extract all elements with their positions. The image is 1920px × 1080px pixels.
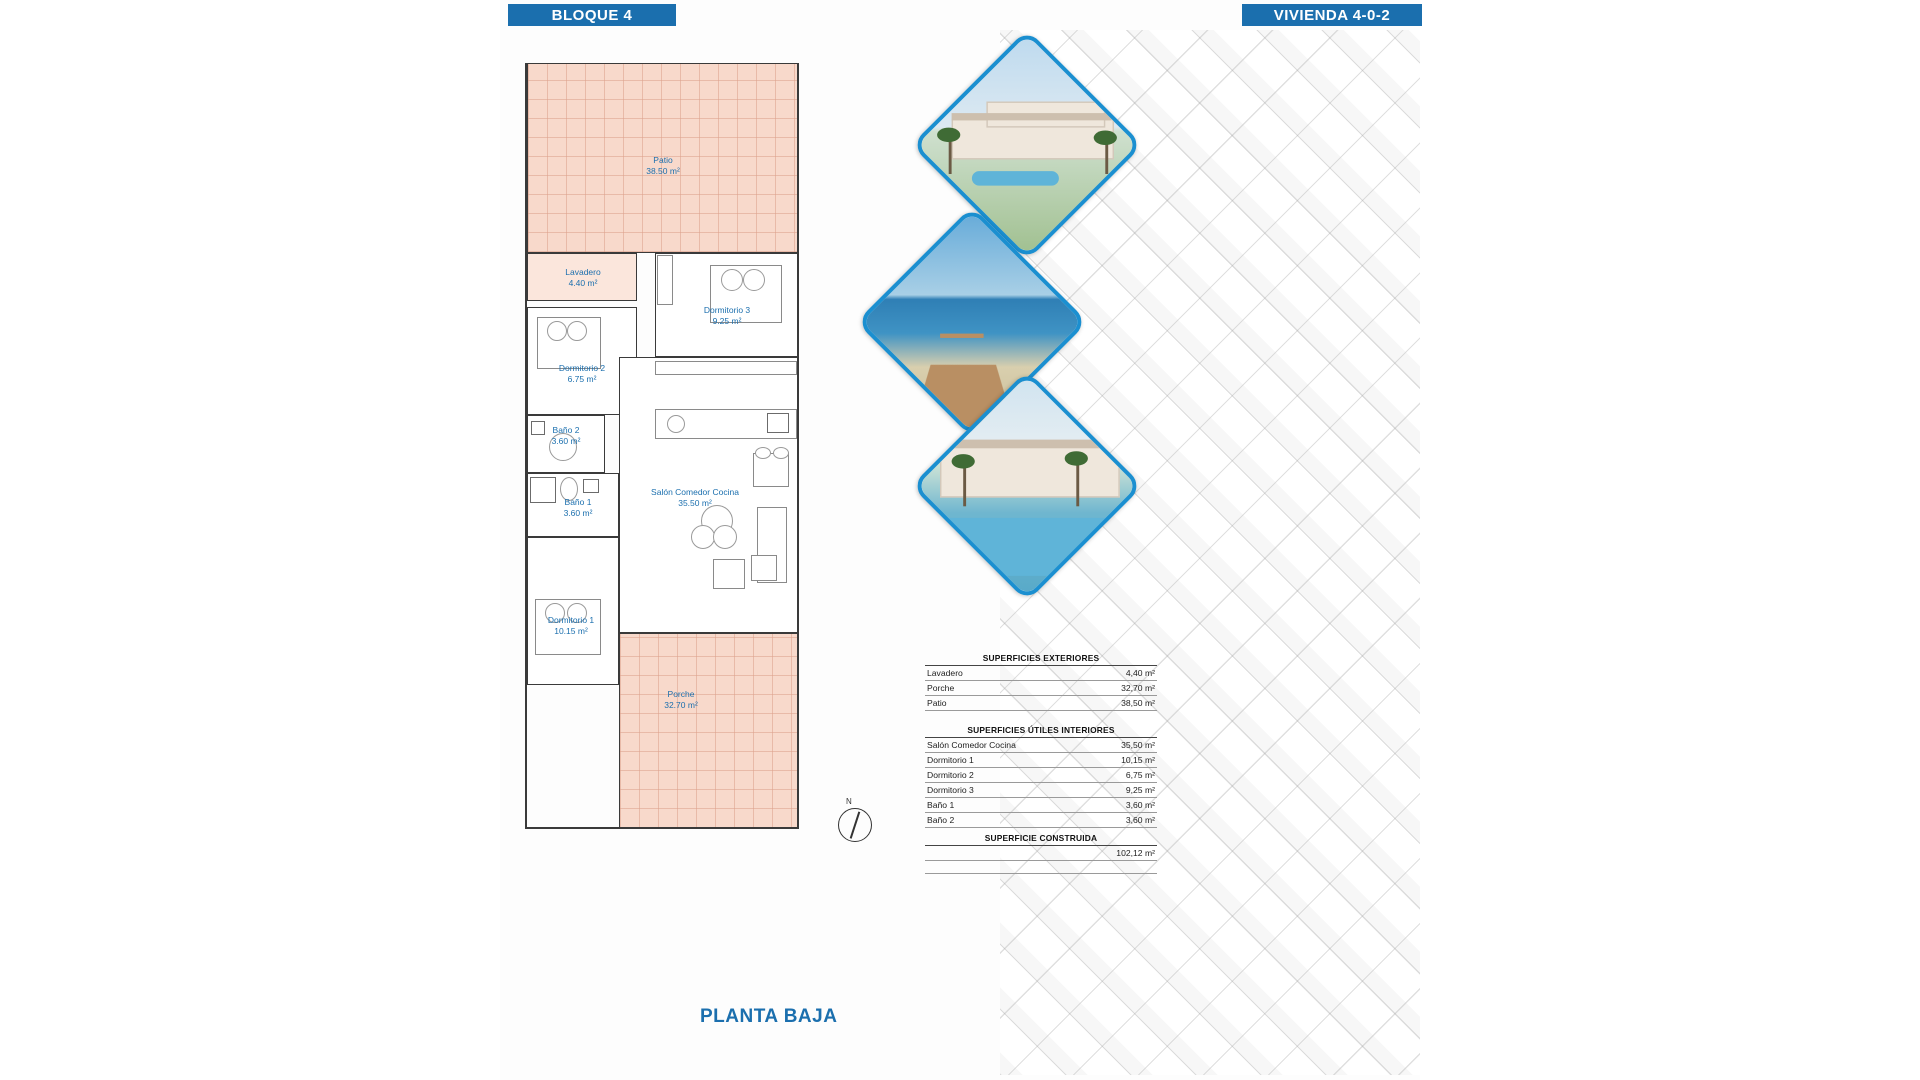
room-area-salon: 35.50 m² [678, 498, 712, 508]
row-label: Dormitorio 3 [927, 785, 974, 795]
pillow-icon [721, 269, 743, 291]
room-name-salon: Salón Comedor Cocina [651, 487, 739, 497]
row-value: 9,25 m² [1125, 785, 1155, 795]
table-title-exteriores: SUPERFICIES EXTERIORES [925, 650, 1157, 666]
room-porche [619, 633, 799, 829]
coffee-table [751, 555, 777, 581]
table-row [925, 768, 1157, 783]
table-superficies-utiles-interiores [925, 722, 1157, 828]
sink-icon [583, 479, 599, 493]
room-name-lavadero: Lavadero [565, 267, 601, 277]
row-value: 10,15 m² [1121, 755, 1155, 765]
room-area-dormitorio-2: 6.75 m² [567, 374, 597, 384]
row-value: 6,75 m² [1125, 770, 1155, 780]
room-area-dormitorio-3: 9.25 m² [712, 316, 742, 326]
pillow-icon [743, 269, 765, 291]
armchair [713, 559, 745, 589]
row-label: Patio [927, 698, 947, 708]
room-area-dormitorio-1: 10.15 m² [554, 626, 588, 636]
pillow-icon [547, 321, 567, 341]
hob-icon [667, 415, 685, 433]
plan-caption: PLANTA BAJA [700, 1006, 838, 1027]
block-header: BLOQUE 4 [508, 4, 676, 26]
row-label: Dormitorio 1 [927, 755, 974, 765]
room-area-bano-2: 3.60 m² [551, 436, 581, 446]
table-title-interiores: SUPERFICIES ÚTILES INTERIORES [925, 722, 1157, 738]
row-value: 38,50 m² [1121, 698, 1155, 708]
kitchen-counter [655, 361, 797, 375]
row-value: 3,60 m² [1125, 815, 1155, 825]
room-name-dormitorio-1: Dormitorio 1 [547, 615, 595, 625]
floor-plan [505, 55, 815, 835]
page-margin-left [0, 0, 500, 1080]
room-name-dormitorio-3: Dormitorio 3 [703, 305, 751, 315]
table-superficie-construida [925, 830, 1157, 874]
room-label-dormitorio-2 [559, 363, 605, 385]
row-label: Porche [927, 683, 955, 693]
room-name-dormitorio-2: Dormitorio 2 [558, 363, 606, 373]
wardrobe-dormitorio-3 [657, 255, 673, 305]
dining-chair-icon [773, 447, 789, 459]
row-label: Baño 1 [927, 800, 955, 810]
room-label-dormitorio-1 [548, 615, 594, 637]
decor-circle-icon [691, 525, 715, 549]
room-label-bano-1 [564, 497, 593, 519]
room-label-bano-2 [552, 425, 581, 447]
decor-circle-icon [713, 525, 737, 549]
table-row [925, 681, 1157, 696]
sink-icon [767, 413, 789, 433]
room-area-porche: 32.70 m² [664, 700, 698, 710]
exterior-wall-right [797, 63, 799, 829]
row-label: Baño 2 [927, 815, 955, 825]
room-name-patio: Patio [653, 155, 673, 165]
room-label-dormitorio-3 [704, 305, 750, 327]
row-value: 32,70 m² [1121, 683, 1155, 693]
table-row [925, 753, 1157, 768]
pillow-icon [567, 321, 587, 341]
table-row [925, 666, 1157, 681]
dining-chair-icon [755, 447, 771, 459]
table-row [925, 813, 1157, 828]
row-value: 35,50 m² [1121, 740, 1155, 750]
room-label-salon [651, 487, 739, 509]
row-label: Lavadero [927, 668, 963, 678]
exterior-wall-left [525, 63, 527, 829]
room-area-lavadero: 4.40 m² [568, 278, 598, 288]
room-name-bano-2: Baño 2 [552, 425, 580, 435]
table-row [925, 738, 1157, 753]
compass-north-label: N [846, 797, 852, 806]
exterior-wall-bottom [525, 827, 799, 829]
table-row [925, 783, 1157, 798]
room-area-patio: 38.50 m² [646, 166, 680, 176]
unit-header: VIVIENDA 4-0-2 [1242, 4, 1422, 26]
row-value: 3,60 m² [1125, 800, 1155, 810]
row-label: Salón Comedor Cocina [927, 740, 1016, 750]
table-row [925, 798, 1157, 813]
table-superficies-exteriores [925, 650, 1157, 711]
table-row-empty [925, 861, 1157, 874]
table-row [925, 846, 1157, 861]
row-value: 102,12 m² [1116, 848, 1155, 858]
room-name-bano-1: Baño 1 [564, 497, 592, 507]
compass-icon [838, 797, 872, 842]
row-value: 4,40 m² [1125, 668, 1155, 678]
room-label-porche [664, 689, 698, 711]
table-title-construida: SUPERFICIE CONSTRUIDA [925, 830, 1157, 846]
room-label-lavadero [565, 267, 600, 289]
room-area-bano-1: 3.60 m² [563, 508, 593, 518]
shower-tray-icon [530, 477, 556, 503]
row-label: Dormitorio 2 [927, 770, 974, 780]
sink-icon [531, 421, 545, 435]
room-name-porche: Porche [667, 689, 695, 699]
page-margin-right [1420, 0, 1920, 1080]
table-row [925, 696, 1157, 711]
room-label-patio [646, 155, 680, 177]
